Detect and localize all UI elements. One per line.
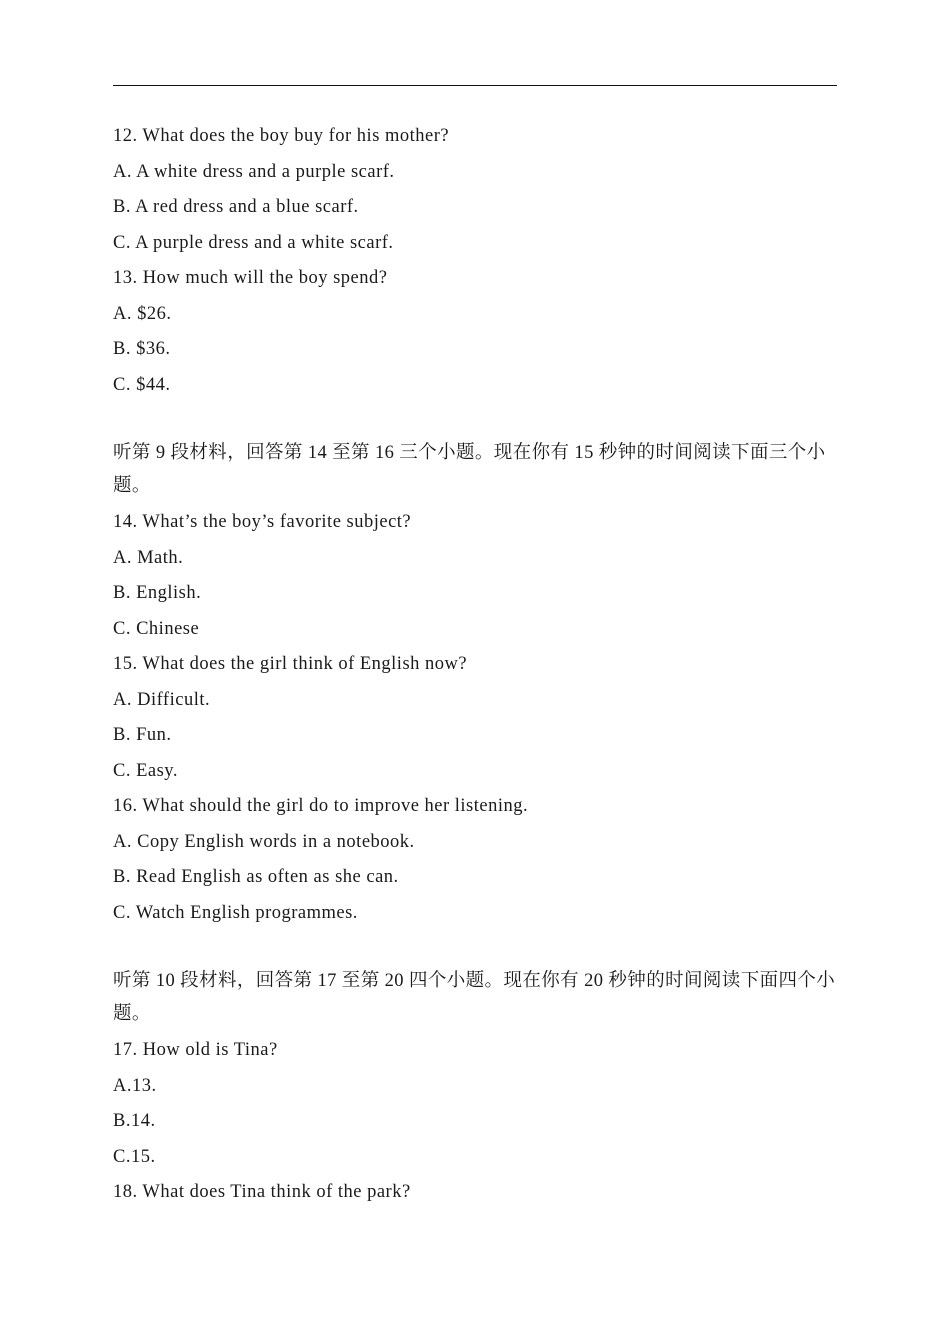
question-12: 12. What does the boy buy for his mother?: [113, 126, 450, 146]
option-17-b: B.14.: [113, 1111, 156, 1131]
option-17-a: A.13.: [113, 1075, 157, 1096]
option-14-a: A. Math.: [113, 547, 184, 568]
document-body: [113, 119, 837, 1211]
question-17: 17. How old is Tina?: [113, 1040, 278, 1060]
option-15-c: C. Easy.: [113, 760, 178, 781]
question-18: 18. What does Tina think of the park?: [113, 1182, 411, 1202]
question-14: 14. What’s the boy’s favorite subject?: [113, 512, 412, 532]
option-12-b: B. A red dress and a blue scarf.: [113, 197, 359, 217]
question-13: 13. How much will the boy spend?: [113, 268, 388, 288]
option-16-c: C. Watch English programmes.: [113, 902, 358, 923]
option-16-a: A. Copy English words in a notebook.: [113, 831, 415, 852]
question-15: 15. What does the girl think of English now?: [113, 654, 468, 674]
option-13-b: B. $36.: [113, 339, 171, 359]
option-17-c: C.15.: [113, 1146, 156, 1167]
option-14-b: B. English.: [113, 583, 202, 603]
option-12-a: A. A white dress and a purple scarf.: [113, 161, 395, 182]
option-15-a: A. Difficult.: [113, 689, 211, 710]
question-16: 16. What should the girl do to improve her listening.: [113, 796, 529, 816]
option-12-c: C. A purple dress and a white scarf.: [113, 232, 394, 253]
question-group-14-16: [113, 505, 837, 931]
option-13-a: A. $26.: [113, 303, 172, 324]
header-rule: [113, 85, 837, 86]
section-10-instruction: 听第 10 段材料，回答第 17 至第 20 四个小题。现在你有 20 秒钟的时间阅读下面四个小题。: [113, 971, 836, 1024]
question-group-17-18: [113, 1033, 837, 1211]
option-13-c: C. $44.: [113, 374, 171, 395]
option-15-b: B. Fun.: [113, 725, 172, 745]
option-16-b: B. Read English as often as she can.: [113, 867, 399, 887]
question-group-12-13: [113, 119, 837, 403]
option-14-c: C. Chinese: [113, 618, 200, 639]
section-9-instruction: 听第 9 段材料，回答第 14 至第 16 三个小题。现在你有 15 秒钟的时间阅读下面三个小题。: [113, 443, 826, 496]
